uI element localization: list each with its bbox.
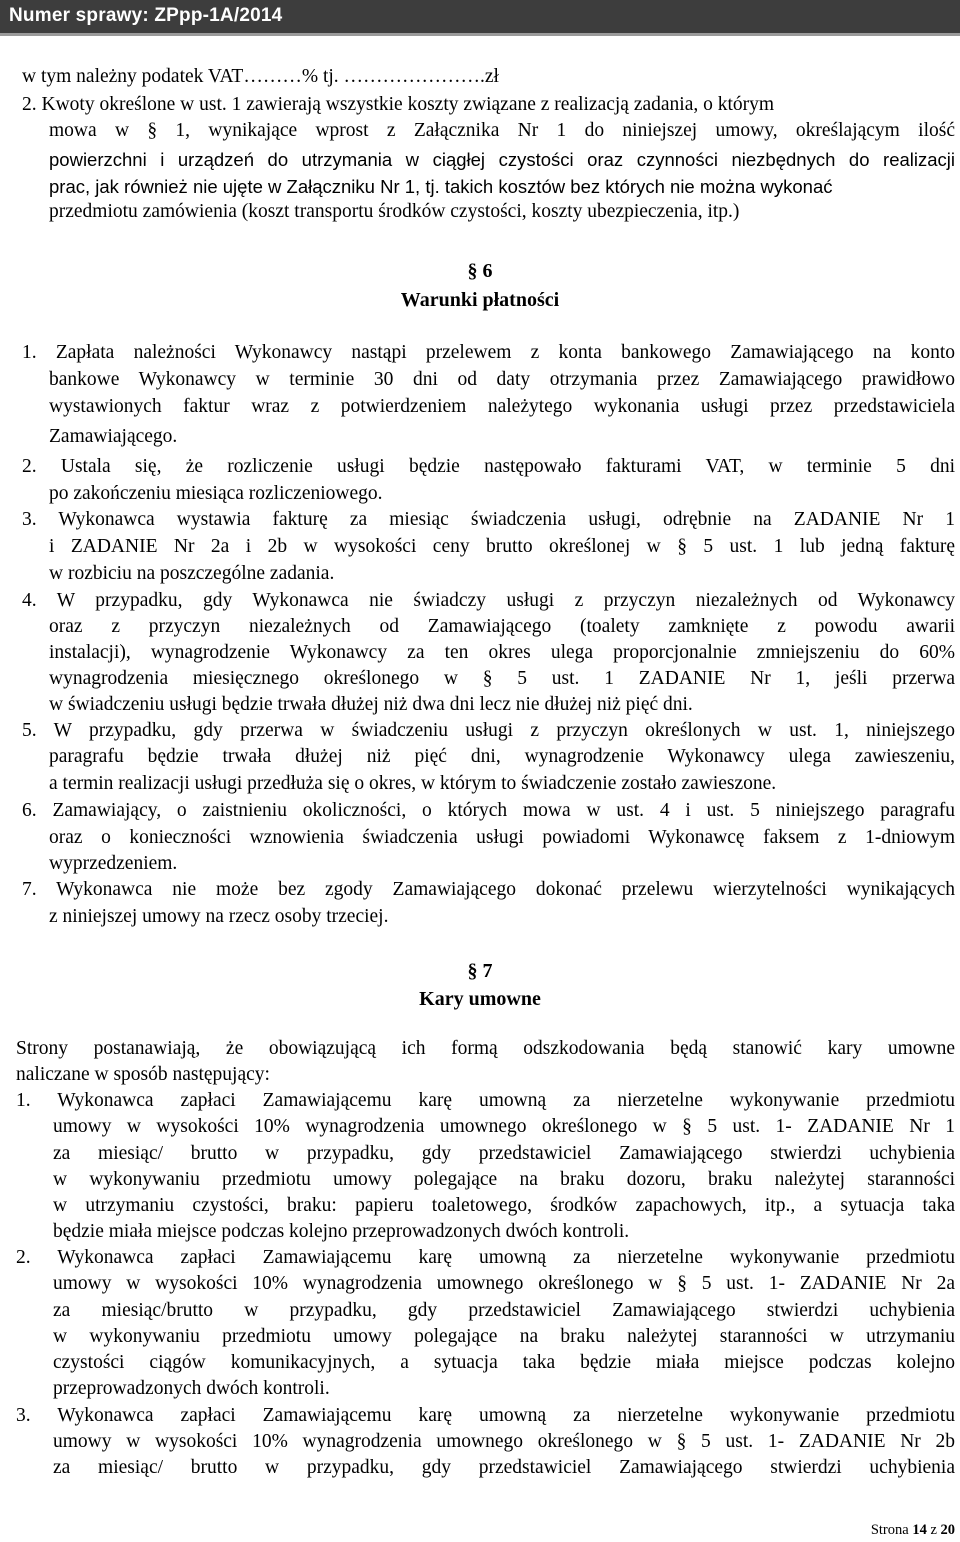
text-line: umowy w wysokości 10% wynagrodzenia umownego określonego w § 5 ust. 1- ZADANIE Nr 2b — [53, 1431, 955, 1452]
text-line: i ZADANIE Nr 2a i 2b w wysokości ceny brutto określonej w § 5 ust. 1 lub jedną fakturę — [49, 536, 955, 557]
text-line: w rozbiciu na poszczególne zadania. — [49, 563, 335, 584]
text-line: umowy w wysokości 10% wynagrodzenia umownego określonego w § 5 ust. 1- ZADANIE Nr 1 — [53, 1116, 955, 1137]
header-divider — [0, 33, 960, 36]
text-line: czystości ciągów komunikacyjnych, a sytuacja taka będzie miała miejsce podczas kolejno — [53, 1352, 955, 1373]
text-line — [49, 175, 833, 200]
text-line: przeprowadzonych dwóch kontroli. — [53, 1378, 330, 1399]
text-line: w wykonywaniu przedmiotu umowy polegające na braku należytej staranności w utrzymaniu — [53, 1326, 955, 1347]
text-line: mowa w § 1, wynikające wprost z Załącznika Nr 1 do niniejszej umowy, określającym ilość — [49, 120, 955, 141]
text-line: 2. Kwoty określone w ust. 1 zawierają wszystkie koszty związane z realizacją zadania, o którym — [22, 94, 775, 115]
document-header — [0, 0, 960, 33]
text-line: instalacji), wynagrodzenie Wykonawcy za ten okres ulega proporcjonalnie zmniejszeniu do 60% — [49, 642, 955, 663]
text-line: 2. Ustala się, że rozliczenie usługi będzie następowało fakturami VAT, w terminie 5 dni — [22, 456, 955, 477]
text-line: 3. Wykonawca zapłaci Zamawiającemu karę umowną za nierzetelne wykonywanie przedmiotu — [16, 1405, 955, 1426]
text-line: naliczane w sposób następujący: — [16, 1064, 270, 1085]
text-line: za miesiąc/ brutto w przypadku, gdy przedstawiciel Zamawiającego stwierdzi uchybienia — [53, 1457, 955, 1478]
text-line: umowy w wysokości 10% wynagrodzenia umownego określonego w § 5 ust. 1- ZADANIE Nr 2a — [53, 1273, 955, 1294]
section-title: Warunki płatności — [400, 289, 560, 311]
text-line: 4. W przypadku, gdy Wykonawca nie świadczy usługi z przyczyn niezależnych od Wykonawcy — [22, 590, 955, 611]
text-line: w wykonywaniu przedmiotu umowy polegające na braku dozoru, braku należytej staranności — [53, 1169, 955, 1190]
text-line: wyprzedzeniem. — [49, 853, 178, 874]
page-total: 20 — [940, 1522, 955, 1538]
section-number: § 6 — [467, 260, 493, 282]
text-line: będzie miała miejsce podczas kolejno przeprowadzonych dwóch kontroli. — [53, 1221, 630, 1242]
page-number — [871, 1522, 955, 1539]
text-line: wystawionych faktur wraz z potwierdzeniem należytego wykonania usługi przez przedstawiciela — [49, 396, 955, 417]
text-line: 2. Wykonawca zapłaci Zamawiającemu karę umowną za nierzetelne wykonywanie przedmiotu — [16, 1247, 955, 1268]
text-line: za miesiąc/ brutto w przypadku, gdy przedstawiciel Zamawiającego stwierdzi uchybienia — [53, 1143, 955, 1164]
text-line: w świadczeniu usługi będzie trwała dłużej niż dwa dni lecz nie dłużej niż pięć dni. — [49, 694, 693, 715]
text-line-part: prac, jak również nie ujęte w Załączniku Nr 1, tj. takich kosztów bez których nie można wykonać — [49, 176, 833, 197]
page-current: 14 — [912, 1522, 927, 1538]
text-line: wynagrodzenia miesięcznego określonego w § 5 ust. 1 ZADANIE Nr 1, jeśli przerwa — [49, 668, 955, 689]
text-line: 1. Wykonawca zapłaci Zamawiającemu karę umowną za nierzetelne wykonywanie przedmiotu — [16, 1090, 955, 1111]
text-line: 1. Zapłata należności Wykonawcy nastąpi przelewem z konta bankowego Zamawiającego na konto — [22, 342, 955, 363]
page-label: Strona — [870, 1522, 913, 1538]
text-line: Strony postanawiają, że obowiązującą ich formą odszkodowania będą stanowić kary umowne — [16, 1038, 955, 1059]
text-line: powierzchni i urządzeń do utrzymania w ciągłej czystości oraz czynności niezbędnych do realizacji — [49, 149, 955, 170]
text-line: oraz z przyczyn niezależnych od Zamawiającego (toalety zamknięte z powodu awarii — [49, 616, 955, 637]
case-number: Numer sprawy: ZPpp-1A/2014 — [9, 5, 283, 26]
text-line: 6. Zamawiający, o zaistnieniu okoliczności, o których mowa w ust. 4 i ust. 5 niniejszego paragrafu — [22, 800, 955, 821]
text-line: z niniejszej umowy na rzecz osoby trzeciej. — [49, 906, 389, 927]
text-line: przedmiotu zamówienia (koszt transportu środków czystości, koszty ubezpieczenia, itp.) — [49, 201, 740, 222]
text-line: 7. Wykonawca nie może bez zgody Zamawiającego dokonać przelewu wierzytelności wynikających — [22, 879, 955, 900]
text-line: za miesiąc/brutto w przypadku, gdy przedstawiciel Zamawiającego stwierdzi uchybienia — [53, 1300, 955, 1321]
text-line: paragrafu będzie trwała dłużej niż pięć dni, wynagrodzenie Wykonawcy ulega zawieszeniu, — [49, 746, 955, 767]
text-line: po zakończeniu miesiąca rozliczeniowego. — [49, 483, 383, 504]
text-line: Zamawiającego. — [49, 426, 178, 447]
text-line: 3. Wykonawca wystawia fakturę za miesiąc świadczenia usługi, odrębnie na ZADANIE Nr 1 — [22, 509, 955, 530]
text-line: w tym należny podatek VAT………% tj. ………………….zł — [22, 66, 499, 87]
text-line: w utrzymaniu czystości, braku: papieru toaletowego, środków zapachowych, itp., a sytuacja taka — [53, 1195, 955, 1216]
section-number: § 7 — [467, 960, 493, 982]
text-line: a termin realizacji usługi przedłuża się o okres, w którym to świadczenie zostało zawieszone. — [49, 773, 777, 794]
section-title: Kary umowne — [419, 988, 541, 1010]
text-line: 5. W przypadku, gdy przerwa w świadczeniu usługi z przyczyn określonych w ust. 1, niniejszego — [22, 720, 955, 741]
text-line: bankowe Wykonawcy w terminie 30 dni od daty otrzymania przez Zamawiającego prawidłowo — [49, 369, 955, 390]
text-line: oraz o konieczności wznowienia świadczenia usługi powiadomi Wykonawcę faksem z 1-dniowym — [49, 827, 955, 848]
page-sep: z — [926, 1522, 941, 1538]
